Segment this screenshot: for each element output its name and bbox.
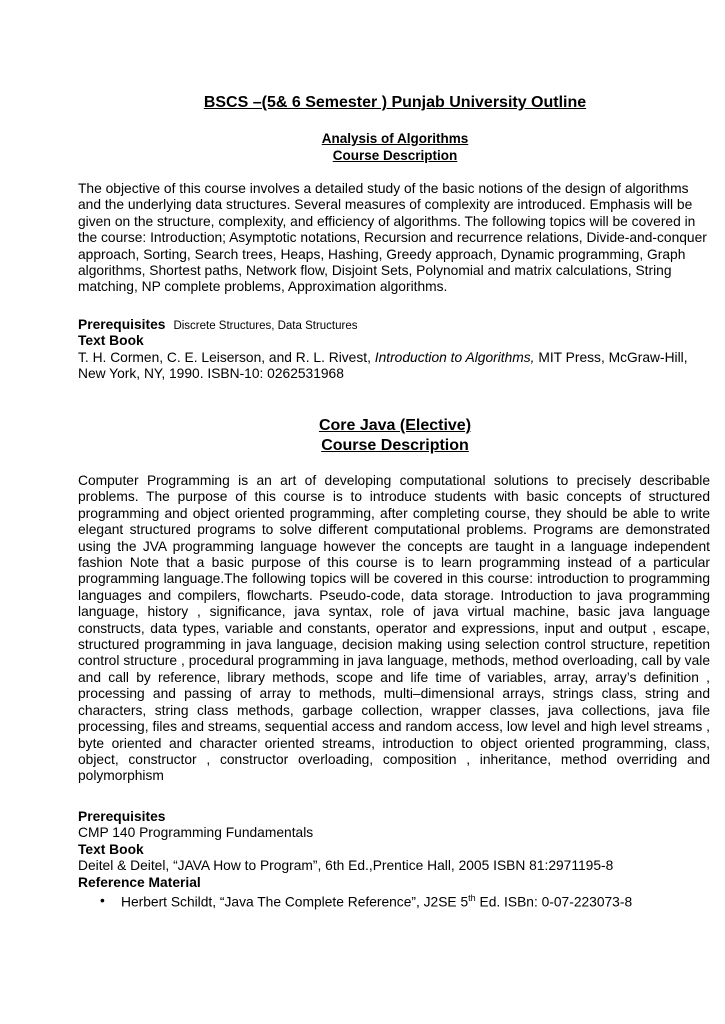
java-description: Computer Programming is an art of developing computational solutions to precisely describable problems. The purpose of this course is to introduce students with basic concepts of structured programming and object oriented programming, after completing course, they should be able to write elegant structured programs to solve different computational problems. Programs are demonstrated using the JVA programming language however the concepts are taught in a language independent fashion Note that a basic purpose of this course is to learn programming instead of a particular programming language.The following topics will be covered in this course: introduction to programming languages and compilers, flowcharts. Pseudo-code, data storage. Introduction to java programming language, history , significance, java syntax, role of java virtual machine, basic java language constructs, data types, variable and constants, operator and expressions, input and output , escape, structured programming in java language, decision making using selection control structure, repetition control structure , procedural programming in java language, methods, method overloading, call by vale and call by reference, library methods, scope and life time of variables, array, array’s definition , processing and passing of array to methods, multi–dimensional arrays, strings class, string and characters, string class methods, garbage collection, wrapper classes, java collections, java file processing, files and streams, sequential access and random access, low level and high level streams , byte oriented and character oriented streams, introduction to object oriented programming, class, object, constructor , constructor overloading, composition , inheritance, method overriding and polymorphism (78, 473, 710, 784)
reference-superscript: th (468, 893, 476, 903)
bullet-icon: • (100, 893, 105, 908)
reference-title: Herbert Schildt, “Java The Complete Reference”, J2SE 5 (121, 894, 469, 910)
course-description-heading-1: Course Description (332, 148, 458, 163)
algorithms-description: The objective of this course involves a detailed study of the basic notions of the design of algorithms and the underlying data structures. Several measures of complexity are introduced. Emphasis will be given on the structure, complexity, and efficiency of algorithms. The following topics will be covered in the course: Introduction; Asymptotic notations, Recursion and recurrence relations, Divide-and-conquer approach, Sorting, Search trees, Heaps, Hashing, Greedy approach, Dynamic programming, Graph algorithms, Shortest paths, Network flow, Disjoint Sets, Polynomial and matrix calculations, String matching, NP complete problems, Approximation algorithms. (78, 181, 707, 295)
textbook-title-1: Introduction to Algorithms, (374, 350, 535, 365)
course-title-java: Core Java (Elective) (318, 417, 472, 434)
textbook-citation-2: Deitel & Deitel, “JAVA How to Program”, 6th Ed.,Prentice Hall, 2005 ISBN 81:2971195-8 (78, 858, 614, 873)
textbook-label-2: Text Book (78, 842, 144, 857)
reference-material-label: Reference Material (78, 875, 201, 890)
textbook-authors-1: T. H. Cormen, C. E. Leiserson, and R. L. Rivest, (78, 350, 375, 365)
course-description-heading-2: Course Description (321, 437, 469, 454)
prerequisites-label-1: Prerequisites (78, 317, 166, 332)
textbook-publisher-1: MIT Press, McGraw-Hill, New York, NY, 1990. ISBN-10: 0262531968 (78, 350, 688, 382)
course-title-algorithms: Analysis of Algorithms (321, 131, 469, 146)
prerequisites-row-1 (78, 317, 358, 334)
textbook-citation-1 (78, 350, 710, 383)
reference-isbn: Ed. ISBn: 0-07-223073-8 (475, 894, 633, 910)
prerequisites-value-2: CMP 140 Programming Fundamentals (78, 825, 314, 840)
document-title: BSCS –(5& 6 Semester ) Punjab University Outline (203, 94, 587, 111)
prerequisites-label-2: Prerequisites (78, 809, 166, 824)
prerequisites-value-1: Discrete Structures, Data Structures (173, 320, 358, 332)
textbook-label-1: Text Book (78, 333, 144, 348)
reference-item (121, 893, 632, 910)
